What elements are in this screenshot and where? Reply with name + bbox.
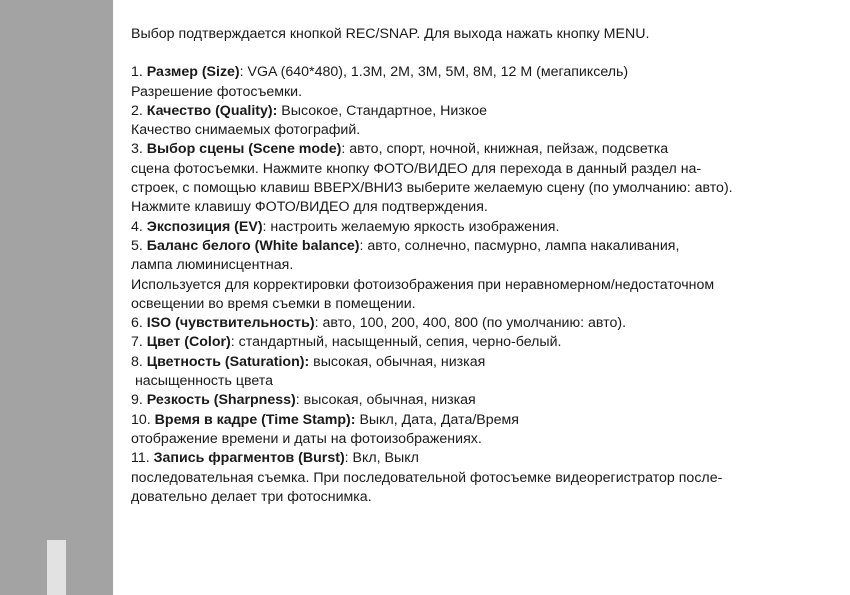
item-options: : настроить желаемую яркость изображения. bbox=[262, 218, 560, 235]
item-description: отображение времени и даты на фотоизображениях. bbox=[131, 430, 482, 447]
item-options: : стандартный, насыщенный, сепия, черно-белый. bbox=[230, 334, 562, 351]
paragraph-gap bbox=[131, 44, 831, 63]
item-options: : авто, 100, 200, 400, 800 (по умолчанию: авто). bbox=[314, 315, 627, 332]
item-description: освещении во время съемки в помещении. bbox=[131, 295, 416, 312]
item-description: последовательная съемка. При последовательной фотосъемке видеорегистратор после- bbox=[131, 469, 723, 486]
item-number: 5. bbox=[131, 237, 147, 254]
item-title: Размер (Size) bbox=[146, 64, 240, 81]
item-white-balance bbox=[131, 237, 831, 256]
item-sharpness bbox=[131, 391, 831, 410]
item-description: Разрешение фотосъемки. bbox=[131, 83, 303, 100]
item-title: Цвет (Color) bbox=[146, 334, 231, 351]
item-options: : VGA (640*480), 1.3M, 2M, 3M, 5M, 8M, 12 M (мегапиксель) bbox=[239, 64, 629, 81]
item-options: : высокая, обычная, низкая bbox=[295, 392, 476, 409]
item-iso bbox=[131, 314, 831, 333]
item-description: Нажмите клавишу ФОТО/ВИДЕО для подтверждения. bbox=[131, 199, 488, 216]
item-title: Цветность (Saturation): bbox=[146, 353, 310, 370]
item-number: 11. bbox=[131, 450, 154, 467]
item-exposure bbox=[131, 218, 831, 237]
item-number: 9. bbox=[131, 392, 147, 409]
item-number: 6. bbox=[131, 315, 147, 332]
item-color bbox=[131, 333, 831, 352]
item-options: высокая, обычная, низкая bbox=[309, 353, 486, 370]
item-number: 10. bbox=[131, 411, 155, 428]
item-description: довательно делает три фотоснимка. bbox=[131, 488, 372, 505]
item-number: 1. bbox=[131, 64, 147, 81]
item-title: Резкость (Sharpness) bbox=[146, 392, 296, 409]
item-options: Высокое, Стандартное, Низкое bbox=[277, 102, 487, 119]
item-description: Используется для корректировки фотоизображения при неравномерном/недостаточном bbox=[131, 276, 715, 293]
item-description: Качество снимаемых фотографий. bbox=[131, 122, 361, 139]
item-quality bbox=[131, 102, 831, 121]
item-title: Экспозиция (EV) bbox=[146, 218, 263, 235]
item-title: ISO (чувствительность) bbox=[146, 315, 315, 332]
item-options: : авто, спорт, ночной, книжная, пейзаж, подсветка bbox=[341, 141, 669, 158]
intro-line: Выбор подтверждается кнопкой REC/SNAP. Для выхода нажать кнопку MENU. bbox=[131, 26, 650, 42]
item-description: строек, с помощью клавиш ВВЕРХ/ВНИЗ выберите желаемую сцену (по умолчанию: авто). bbox=[131, 180, 733, 197]
item-saturation bbox=[131, 353, 831, 372]
item-number: 7. bbox=[131, 334, 147, 351]
item-scene-mode bbox=[131, 140, 831, 159]
item-number: 8. bbox=[131, 353, 147, 370]
item-options: : Вкл, Выкл bbox=[344, 450, 419, 467]
item-description: насыщенность цвета bbox=[131, 373, 273, 390]
item-number: 4. bbox=[131, 218, 147, 235]
item-burst bbox=[131, 449, 831, 468]
item-time-stamp bbox=[131, 411, 831, 430]
item-options: : авто, солнечно, пасмурно, лампа накаливания, bbox=[359, 237, 680, 254]
item-title: Баланс белого (White balance) bbox=[146, 237, 360, 254]
manual-text-block bbox=[131, 25, 831, 507]
item-title: Выбор сцены (Scene mode) bbox=[146, 141, 342, 158]
item-size bbox=[131, 63, 831, 82]
page-margin-bar bbox=[0, 0, 113, 595]
item-title: Запись фрагментов (Burst) bbox=[153, 450, 345, 467]
item-description: сцена фотосъемки. Нажмите кнопку ФОТО/ВИДЕО для перехода в данный раздел на- bbox=[131, 160, 702, 177]
item-number: 2. bbox=[131, 102, 147, 119]
item-options: Выкл, Дата, Дата/Время bbox=[355, 411, 519, 428]
page-tab-marker bbox=[47, 540, 66, 595]
item-title: Качество (Quality): bbox=[146, 102, 278, 119]
item-description: лампа люминисцентная. bbox=[131, 257, 294, 274]
item-title: Время в кадре (Time Stamp): bbox=[154, 411, 356, 428]
item-number: 3. bbox=[131, 141, 147, 158]
